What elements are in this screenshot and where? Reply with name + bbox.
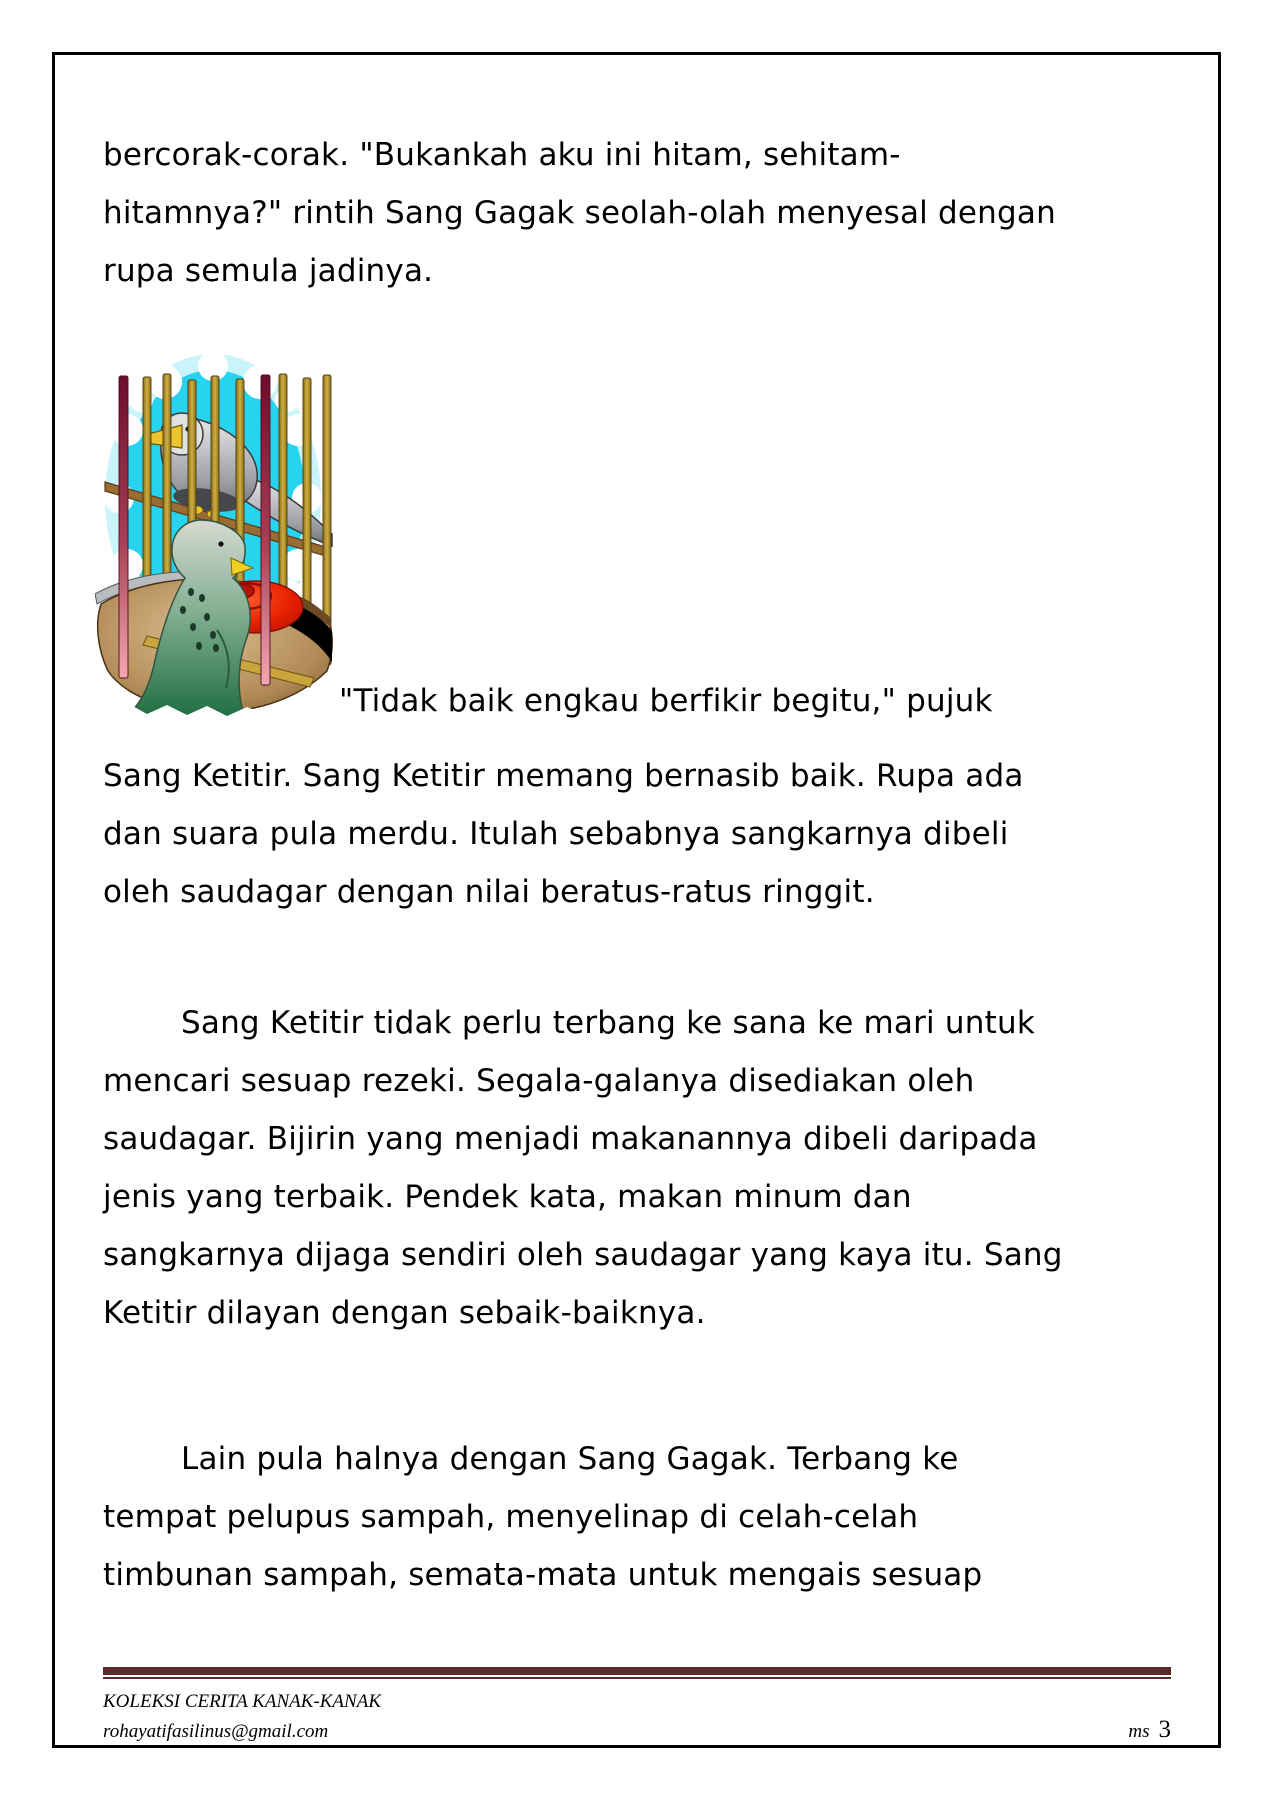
page-number-label: ms — [1128, 1721, 1150, 1742]
text-line: saudagar. Bijirin yang menjadi makanannya dibeli daripada — [103, 1121, 1038, 1157]
paragraph-2-first-line — [339, 672, 993, 718]
text-line: rupa semula jadinya. — [103, 253, 434, 289]
text-line: oleh saudagar dengan nilai beratus-ratus ringgit. — [103, 874, 875, 910]
text-line: sangkarnya dijaga sendiri oleh saudagar yang kaya itu. Sang — [103, 1237, 1063, 1273]
text-line: bercorak-corak. "Bukankah aku ini hitam, sehitam- — [103, 137, 901, 173]
footer-email: rohayatifasilinus@gmail.com — [103, 1721, 329, 1742]
text-line: hitamnya?" rintih Sang Gagak seolah-olah menyesal dengan — [103, 195, 1056, 231]
footer-separator-thin-line — [103, 1677, 1171, 1679]
illustration-row — [95, 330, 993, 718]
text-line: dan suara pula merdu. Itulah sebabnya sangkarnya dibeli — [103, 816, 1009, 852]
paragraph-3 — [103, 994, 1183, 1342]
text-line: timbunan sampah, semata-mata untuk mengais sesuap — [103, 1557, 983, 1593]
footer-collection-title: KOLEKSI CERITA KANAK-KANAK — [103, 1691, 381, 1712]
footer-separator-thick-line — [103, 1667, 1171, 1675]
page-number-value: 3 — [1158, 1716, 1171, 1743]
text-line: Sang Ketitir tidak perlu terbang ke sana ke mari untuk — [181, 1005, 1035, 1041]
text-line: mencari sesuap rezeki. Segala-galanya disediakan oleh — [103, 1063, 975, 1099]
page-footer — [103, 1687, 1171, 1747]
text-line: tempat pelupus sampah, menyelinap di celah-celah — [103, 1499, 919, 1535]
text-line: jenis yang terbaik. Pendek kata, makan minum dan — [103, 1179, 912, 1215]
paragraph-2 — [103, 747, 1183, 921]
birdcage-image — [95, 330, 335, 718]
page-number — [1128, 1716, 1171, 1744]
text-line: Lain pula halnya dengan Sang Gagak. Terbang ke — [181, 1441, 959, 1477]
text-line: Ketitir dilayan dengan sebaik-baiknya. — [103, 1295, 706, 1331]
text-line: "Tidak baik engkau berfikir begitu," pujuk — [339, 683, 993, 719]
text-line: Sang Ketitir. Sang Ketitir memang bernasib baik. Rupa ada — [103, 758, 1024, 794]
paragraph-1 — [103, 126, 1183, 300]
footer-separator — [103, 1667, 1171, 1679]
paragraph-4 — [103, 1430, 1183, 1604]
caged-birds-illustration — [95, 330, 335, 718]
